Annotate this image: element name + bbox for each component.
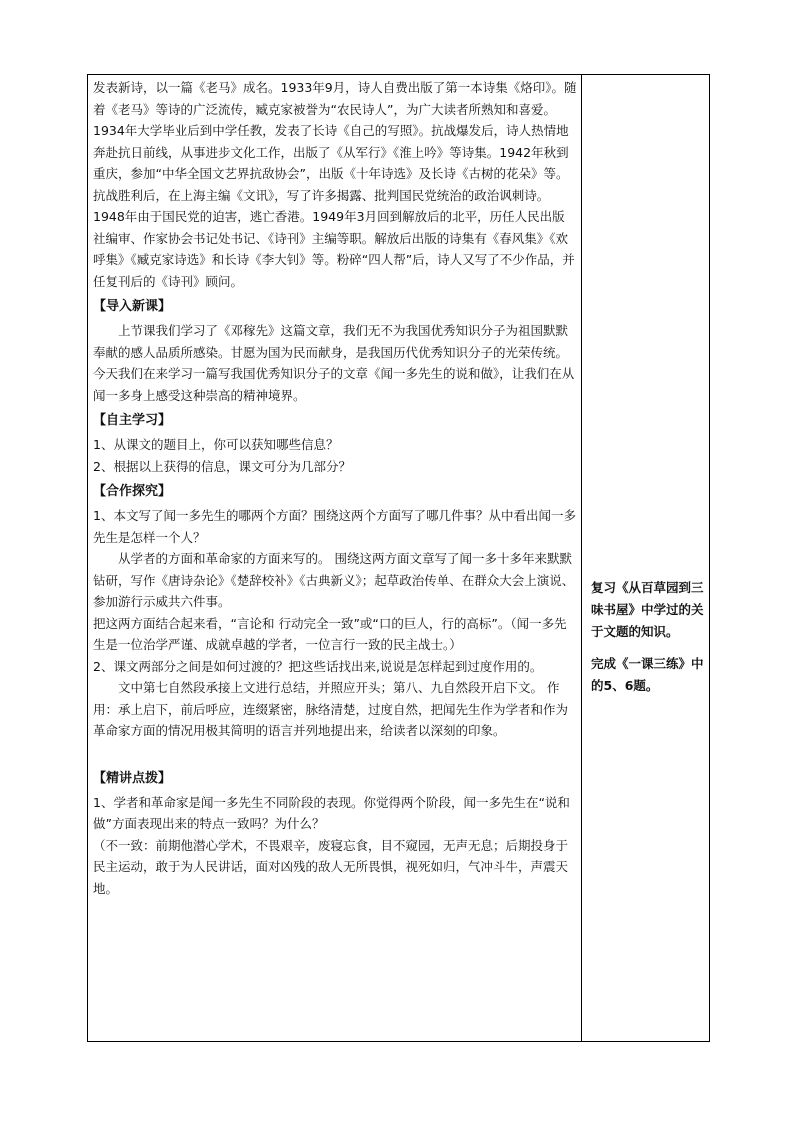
self-study-question-1: 1、从课文的题目上，你可以获知哪些信息？ xyxy=(93,437,339,452)
side-notes-column xyxy=(591,577,709,697)
section-heading-cooperation: 【合作探究】 xyxy=(93,484,172,499)
coop-answer-2: 文中第七自然段承接上文进行总结，并照应开头；第八、九自然段开启下文。 作用：承上启下，前后呼应，连缀紧密，脉络清楚，过度自然，把闻先生作为学者和作为革命家方面的情况用极其简明的语言并列地提出来，给读者以深刻的印象。 xyxy=(93,680,569,738)
key-answer-1: （不一致：前期他潜心学术，不畏艰辛，废寝忘食，目不窥园，无声无息；后期投身于民主运动，敢于为人民讲话，面对凶残的敌人无所畏惧，视死如归，气冲斗牛，声震天地。 xyxy=(93,837,569,896)
lesson-table xyxy=(87,74,710,1042)
author-bio-paragraph: 发表新诗，以一篇《老马》成名。1933年9月，诗人自费出版了第一本诗集《烙印》。随着《老马》等诗的广泛流传，臧克家被誉为“农民诗人”，为广大读者所熟知和喜爱。1934年大学毕业后到中学任教，发表了长诗《自己的写照》。抗战爆发后，诗人热情地奔赴抗日前线，从事进步文化工作，出版了《从军行》《淮上吟》等诗集。1942年秋到重庆，参加“中华全国文艺界抗敌协会”，出版《十年诗选》及长诗《古树的花朵》等。抗战胜利后，在上海主编《文讯》，写了许多揭露、批判国民党统治的政治讽刺诗。1948年由于国民党的迫害，逃亡香港。1949年3月回到解放后的北平，历任人民出版社编审、作家协会书记处书记、《诗刊》主编等职。解放后出版的诗集有《春风集》《欢呼集》《臧克家诗选》和长诗《李大钊》等。粉碎“四人帮”后，诗人又写了不少作品，并任复刊后的《诗刊》顾问。 xyxy=(93,80,577,289)
side-note-homework: 完成《一课三练》中的5、6题。 xyxy=(591,656,704,693)
self-study-question-2: 2、根据以上获得的信息，课文可分为几部分？ xyxy=(93,458,351,474)
coop-answer-1: 从学者的方面和革命家的方面来写的。 围绕这两方面文章写了闻一多十多年来默默钻研，写作《唐诗杂论》《楚辞校补》《古典新义》；起草政治传单、在群众大会上演说、参加游行示威共六件事。 xyxy=(93,551,575,609)
coop-answer-1-summary: 把这两方面结合起来看，“言论和 行动完全一致”或“口的巨人，行的高标”。（闻一多先生是一位治学严谨、成就卓越的学者，一位言行一致的民主战士。） xyxy=(93,615,567,652)
section-heading-self-study: 【自主学习】 xyxy=(93,413,172,428)
coop-question-2: 2、课文两部分之间是如何过渡的？把这些话找出来,说说是怎样起到过度作用的。 xyxy=(93,658,543,674)
column-divider xyxy=(581,75,582,1041)
side-note-review: 复习《从百草园到三味书屋》中学过的关于文题的知识。 xyxy=(591,580,704,639)
section-heading-key-points: 【精讲点拨】 xyxy=(93,770,172,786)
intro-paragraph: 上节课我们学习了《邓稼先》这篇文章，我们无不为我国优秀知识分子为祖国默默奉献的感人品质所感染。甘愿为国为民而献身，是我国历代优秀知识分子的光荣传统。今天我们在来学习一篇写我国优秀知识分子的文章《闻一多先生的说和做》，让我们在从闻一多身上感受这种崇高的精神境界。 xyxy=(93,323,575,403)
section-heading-intro: 【导入新课】 xyxy=(93,299,172,314)
coop-question-1: 1、本文写了闻一多先生的哪两个方面？围绕这两个方面写了哪几件事？从中看出闻一多先生是怎样一个人？ xyxy=(93,508,576,545)
key-question-1: 1、学者和革命家是闻一多先生不同阶段的表现。你觉得两个阶段，闻一多先生在“说和做”方面表现出来的特点一致吗？为什么？ xyxy=(93,794,570,831)
main-column xyxy=(93,77,577,899)
